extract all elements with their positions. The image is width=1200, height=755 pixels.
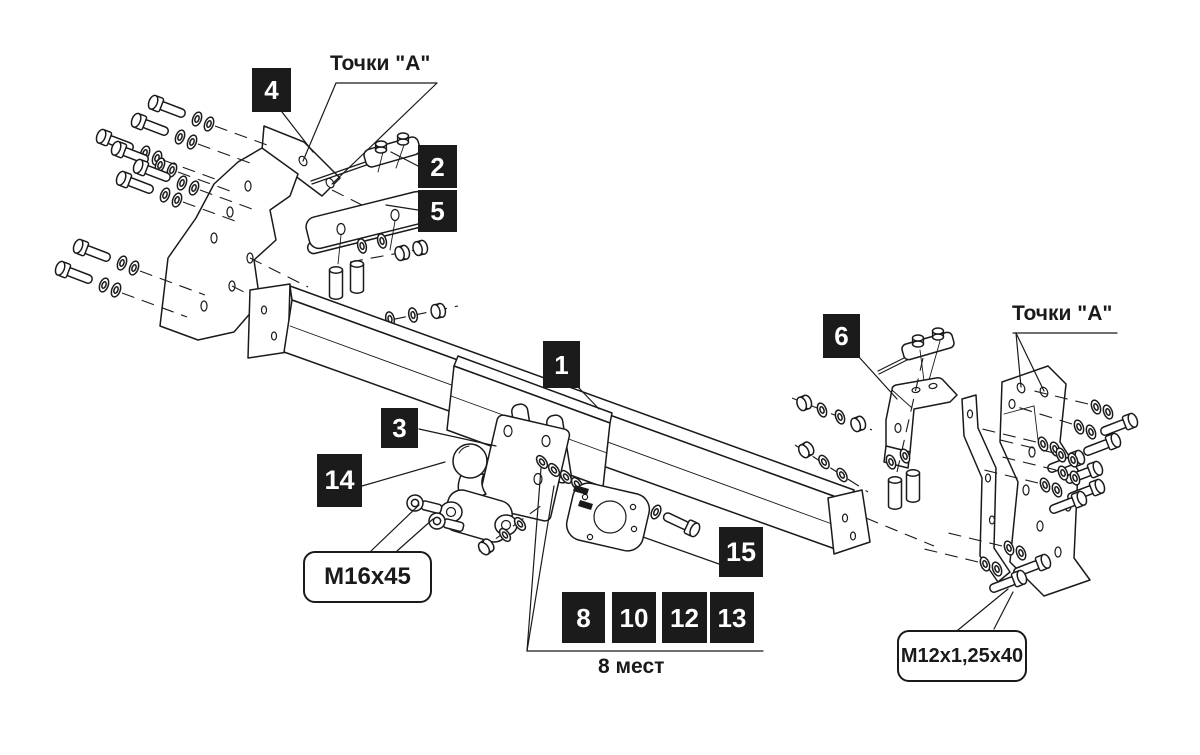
callout-12: 12 — [662, 592, 707, 643]
callout-14: 14 — [317, 454, 362, 507]
callout-8: 8 — [562, 592, 605, 643]
points-a-left-label: Точки "А" — [330, 52, 431, 75]
side-bolt-spec-label: M12x1,25x40 — [897, 630, 1027, 682]
callout-15: 15 — [719, 527, 763, 577]
callout-13: 13 — [710, 592, 754, 643]
callout-1: 1 — [543, 341, 580, 388]
points-a-right-label: Точки "А" — [1012, 302, 1113, 325]
callout-2: 2 — [418, 145, 457, 188]
callout-6: 6 — [823, 314, 860, 358]
callout-10: 10 — [612, 592, 656, 643]
fastener-places-label: 8 мест — [598, 655, 665, 678]
callout-4: 4 — [252, 68, 291, 112]
callout-3: 3 — [381, 408, 418, 448]
callout-5: 5 — [418, 190, 457, 232]
ball-mount-group — [405, 403, 584, 557]
ball-bolt-spec-label: M16x45 — [303, 551, 432, 603]
right-mount-bracket-group — [878, 328, 1139, 596]
